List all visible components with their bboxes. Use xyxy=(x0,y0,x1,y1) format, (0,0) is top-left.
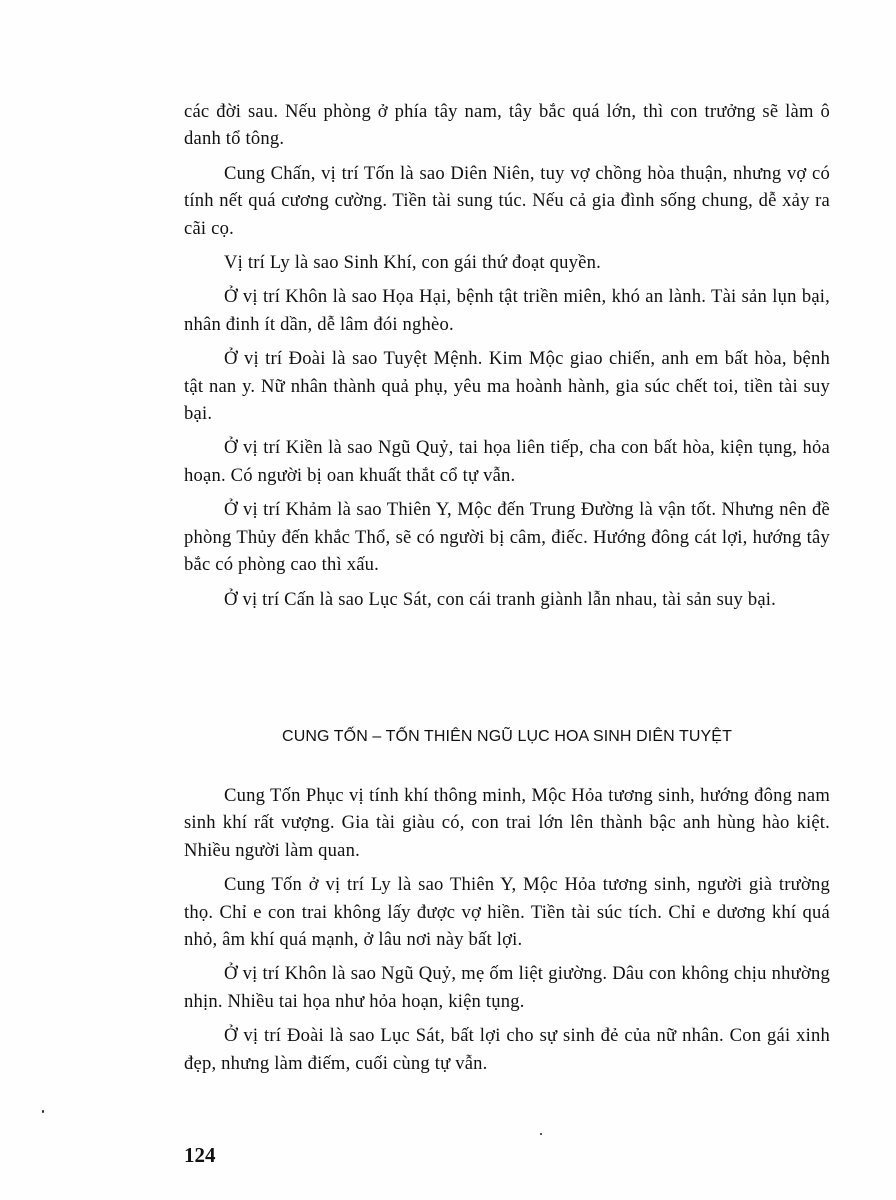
section-2-text xyxy=(184,782,830,1077)
paragraph: Ở vị trí Đoài là sao Lục Sát, bất lợi cho sự sinh đẻ của nữ nhân. Con gái xinh đẹp, nhưng làm điếm, cuối cùng tự vẫn. xyxy=(184,1025,830,1074)
paragraph: Cung Tốn Phục vị tính khí thông minh, Mộc Hỏa tương sinh, hướng đông nam sinh khí rất vượng. Gia tài giàu có, con trai lớn lên thành bậc anh hùng hào kiệt. Nhiều người làm quan. xyxy=(184,785,830,861)
paragraph: Ở vị trí Đoài là sao Tuyệt Mệnh. Kim Mộc giao chiến, anh em bất hòa, bệnh tật nan y. Nữ nhân thành quả phụ, yêu ma hoành hành, gia súc chết toi, tiền tài suy bại. xyxy=(184,348,830,425)
paragraph: Ở vị trí Khôn là sao Ngũ Quỷ, mẹ ốm liệt giường. Dâu con không chịu nhường nhịn. Nhiều tai họa như hỏa hoạn, kiện tụng. xyxy=(184,963,830,1012)
scan-speck xyxy=(42,1110,44,1113)
scan-speck xyxy=(540,1133,542,1135)
paragraph: Cung Tốn ở vị trí Ly là sao Thiên Y, Mộc Hỏa tương sinh, người già trường thọ. Chỉ e con trai không lấy được vợ hiền. Tiền tài súc tích. Chỉ e dương khí quá nhỏ, âm khí quá mạnh, ở lâu nơi này bất lợi. xyxy=(184,874,830,951)
paragraph: Cung Chấn, vị trí Tốn là sao Diên Niên, tuy vợ chồng hòa thuận, nhưng vợ có tính nết quá cương cường. Tiền tài sung túc. Nếu cả gia đình sống chung, dễ xảy ra cãi cọ. xyxy=(184,162,830,239)
paragraph: Ở vị trí Kiền là sao Ngũ Quỷ, tai họa liên tiếp, cha con bất hòa, kiện tụng, hỏa hoạn. Có người bị oan khuất thắt cổ tự vẫn. xyxy=(184,437,830,486)
paragraph: Ở vị trí Cấn là sao Lục Sát, con cái tranh giành lẫn nhau, tài sản suy bại. xyxy=(224,588,777,610)
paragraph: Ở vị trí Khôn là sao Họa Hại, bệnh tật triền miên, khó an lành. Tài sản lụn bại, nhân đinh ít dần, dễ lâm đói nghèo. xyxy=(184,286,830,335)
paragraph: Ở vị trí Khảm là sao Thiên Y, Mộc đến Trung Đường là vận tốt. Nhưng nên đề phòng Thủy đến khắc Thổ, sẽ có người bị câm, điếc. Hướng đông cát lợi, hướng tây bắc có phòng cao thì xấu. xyxy=(184,499,830,576)
page-number: 124 xyxy=(184,1143,216,1167)
paragraph: Vị trí Ly là sao Sinh Khí, con gái thứ đoạt quyền. xyxy=(224,252,601,274)
section-heading: CUNG TỐN – TỐN THIÊN NGŨ LỤC HOA SINH DIÊN TUYỆT xyxy=(282,728,732,745)
section-1-text xyxy=(184,98,830,613)
paragraph: các đời sau. Nếu phòng ở phía tây nam, tây bắc quá lớn, thì con trưởng sẽ làm ô danh tổ tông. xyxy=(184,101,830,150)
